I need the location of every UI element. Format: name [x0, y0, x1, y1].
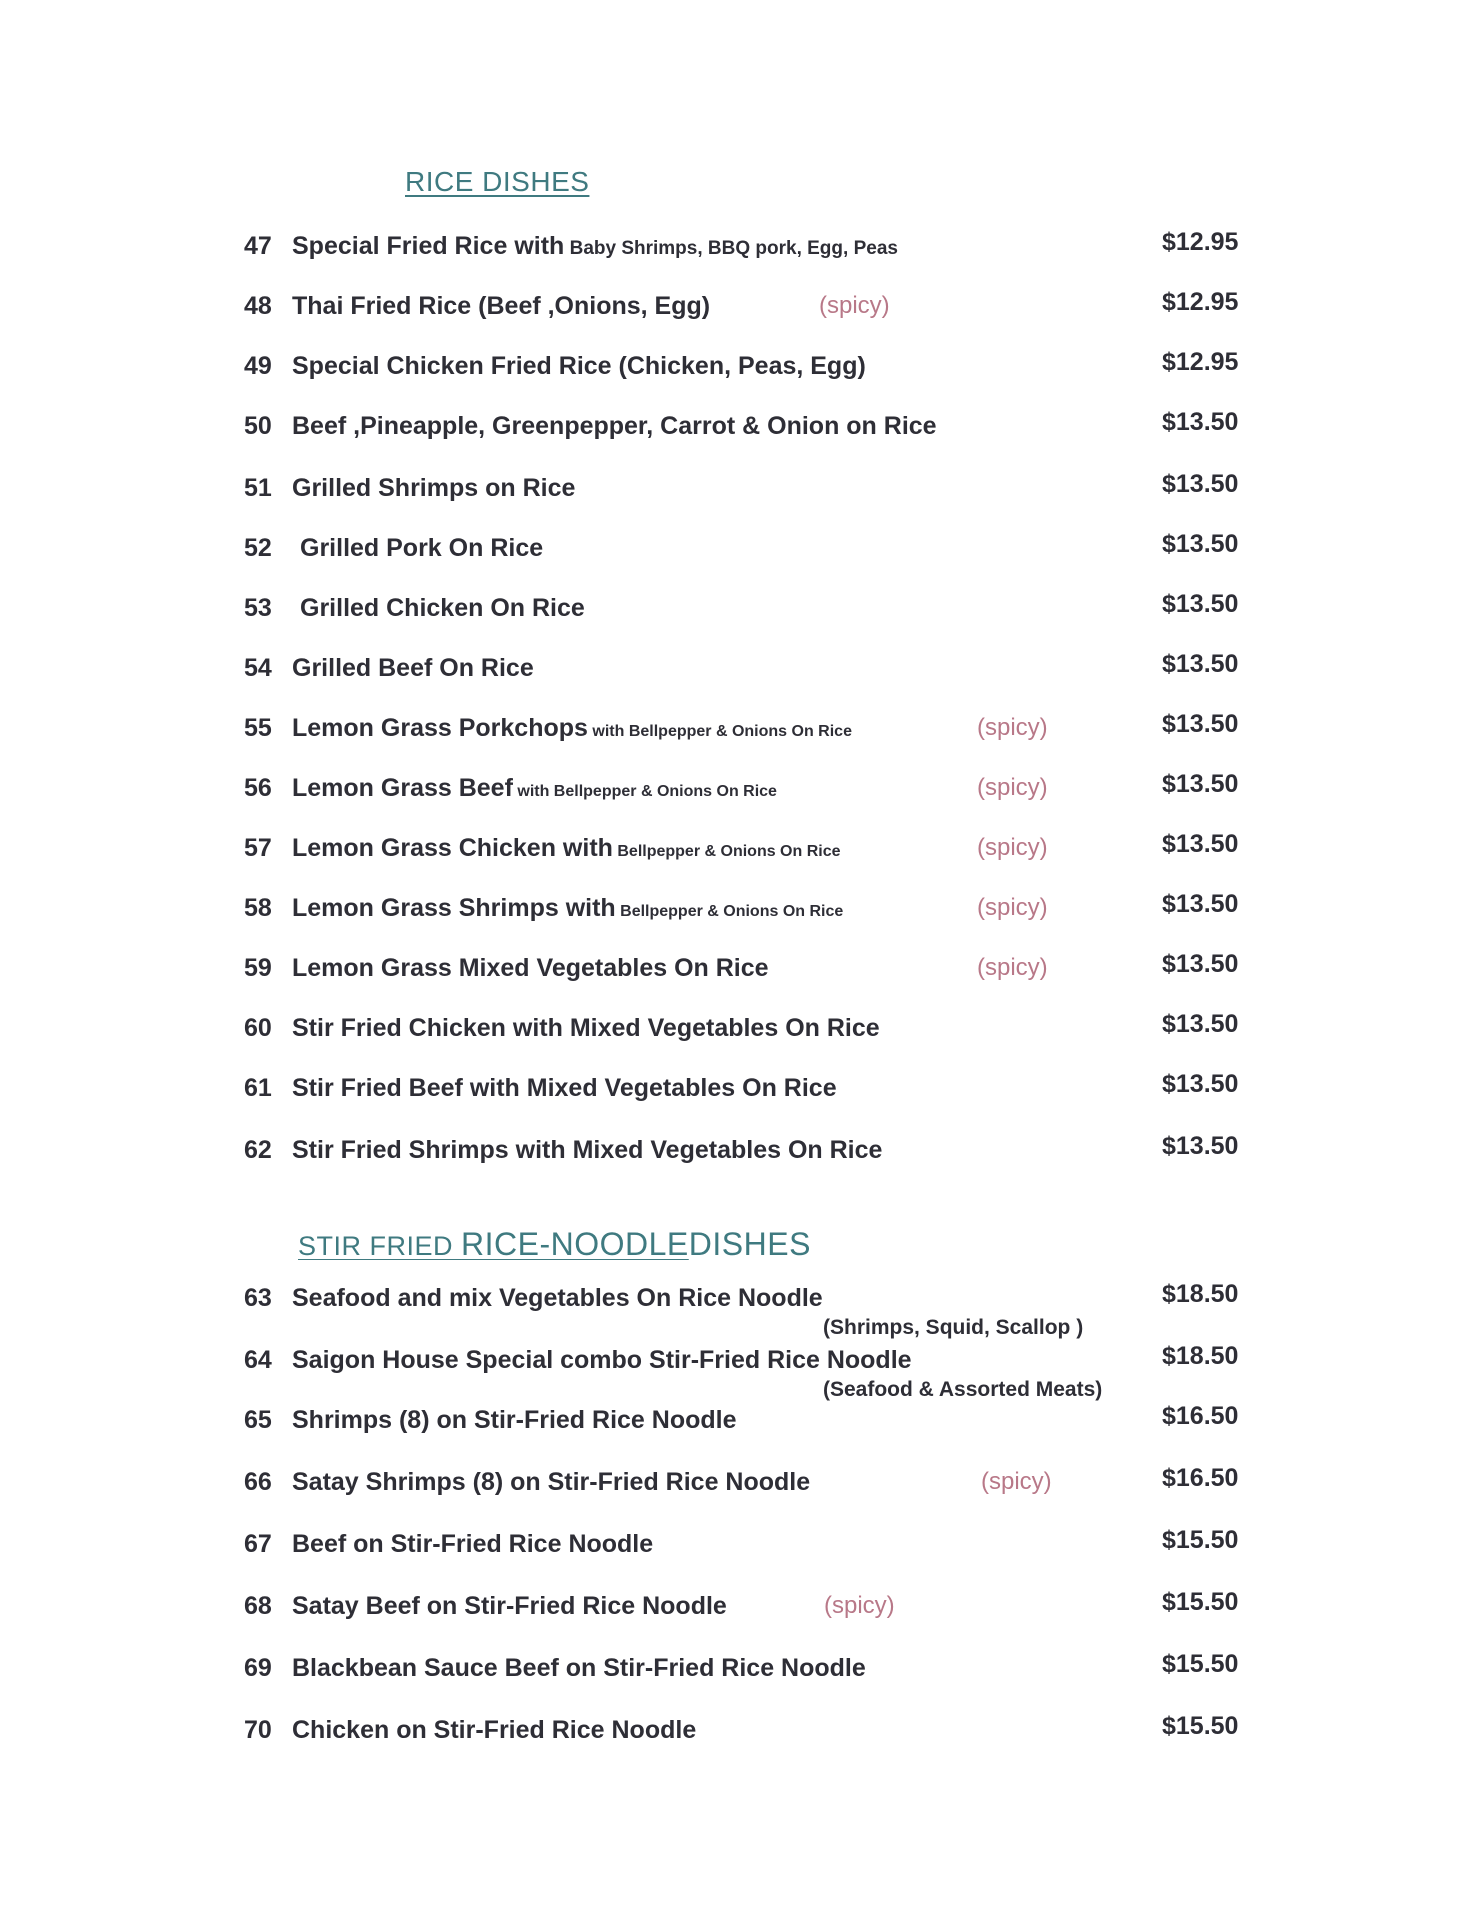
item-name: Grilled Shrimps on Rice [292, 474, 576, 502]
item-price: $13.50 [1162, 1010, 1239, 1038]
item-name: Lemon Grass Shrimps with Bellpepper & Onions On Rice [292, 894, 844, 922]
item-price: $13.50 [1162, 710, 1239, 738]
section-title-rice-noodle-dishes [298, 1226, 811, 1263]
item-price: $15.50 [1162, 1650, 1239, 1678]
item-name: Beef on Stir-Fried Rice Noodle [292, 1530, 654, 1558]
item-detail: with Bellpepper & Onions On Rice [587, 723, 852, 740]
item-name: Satay Beef on Stir-Fried Rice Noodle [292, 1592, 727, 1620]
menu-item [244, 1650, 1244, 1694]
item-name: Chicken on Stir-Fried Rice Noodle [292, 1716, 697, 1744]
item-detail: Bellpepper & Onions On Rice [615, 903, 844, 920]
item-name: Special Chicken Fried Rice (Chicken, Peas, Egg) [292, 352, 866, 380]
title-part-rice-noodle: RICE-NOODLE [461, 1226, 689, 1262]
item-name: Grilled Beef On Rice [292, 654, 534, 682]
menu-item [244, 1132, 1244, 1176]
menu-item [244, 530, 1244, 574]
item-number: 57 [244, 834, 272, 862]
menu-item [244, 1402, 1244, 1446]
item-number: 54 [244, 654, 272, 682]
item-name: Lemon Grass Beef with Bellpepper & Onions On Rice [292, 774, 777, 802]
item-price: $12.95 [1162, 288, 1239, 316]
item-name: Stir Fried Chicken with Mixed Vegetables On Rice [292, 1014, 880, 1042]
item-price: $12.95 [1162, 348, 1239, 376]
item-number: 65 [244, 1406, 272, 1434]
item-price: $13.50 [1162, 1070, 1239, 1098]
item-number: 69 [244, 1654, 272, 1682]
item-name: Lemon Grass Chicken with Bellpepper & Onions On Rice [292, 834, 841, 862]
menu-item [244, 228, 1244, 272]
item-note: (Shrimps, Squid, Scallop ) [823, 1316, 1084, 1339]
item-name: Saigon House Special combo Stir-Fried Rice Noodle [292, 1346, 912, 1374]
spicy-label: (spicy) [977, 714, 1048, 741]
item-price: $13.50 [1162, 590, 1239, 618]
menu-item [244, 590, 1244, 634]
item-number: 56 [244, 774, 272, 802]
title-part-stir-fried: STIR FRIED [298, 1231, 462, 1261]
item-number: 68 [244, 1592, 272, 1620]
spicy-label: (spicy) [977, 894, 1048, 921]
item-price: $13.50 [1162, 530, 1239, 558]
item-number: 52 [244, 534, 272, 562]
spicy-label: (spicy) [824, 1592, 895, 1619]
item-price: $16.50 [1162, 1464, 1239, 1492]
item-number: 60 [244, 1014, 272, 1042]
item-price: $15.50 [1162, 1526, 1239, 1554]
item-price: $13.50 [1162, 1132, 1239, 1160]
menu-item [244, 950, 1244, 994]
item-name: Seafood and mix Vegetables On Rice Noodle [292, 1284, 823, 1312]
menu-item [244, 1464, 1244, 1508]
item-number: 64 [244, 1346, 272, 1374]
item-price: $13.50 [1162, 650, 1239, 678]
item-name: Grilled Pork On Rice [300, 534, 544, 562]
menu-item [244, 408, 1244, 452]
item-number: 63 [244, 1284, 272, 1312]
item-price: $13.50 [1162, 950, 1239, 978]
menu-item [244, 1588, 1244, 1632]
item-number: 49 [244, 352, 272, 380]
item-number: 66 [244, 1468, 272, 1496]
item-price: $13.50 [1162, 890, 1239, 918]
item-name: Satay Shrimps (8) on Stir-Fried Rice Noodle [292, 1468, 811, 1496]
menu-item [244, 288, 1244, 332]
item-number: 61 [244, 1074, 272, 1102]
item-name: Thai Fried Rice (Beef ,Onions, Egg) [292, 292, 711, 320]
item-name: Special Fried Rice with Baby Shrimps, BBQ pork, Egg, Peas [292, 232, 898, 260]
menu-item [244, 890, 1244, 934]
item-price: $18.50 [1162, 1342, 1239, 1370]
item-name: Grilled Chicken On Rice [300, 594, 585, 622]
menu-item [244, 1712, 1244, 1756]
item-number: 67 [244, 1530, 272, 1558]
item-number: 47 [244, 232, 272, 260]
item-number: 50 [244, 412, 272, 440]
spicy-label: (spicy) [977, 954, 1048, 981]
item-price: $13.50 [1162, 770, 1239, 798]
item-name: Stir Fried Shrimps with Mixed Vegetables On Rice [292, 1136, 883, 1164]
item-number: 59 [244, 954, 272, 982]
item-name: Blackbean Sauce Beef on Stir-Fried Rice Noodle [292, 1654, 866, 1682]
item-price: $13.50 [1162, 470, 1239, 498]
menu-item [244, 348, 1244, 392]
spicy-label: (spicy) [819, 292, 890, 319]
item-number: 53 [244, 594, 272, 622]
menu-item [244, 470, 1244, 514]
item-note: (Seafood & Assorted Meats) [823, 1378, 1103, 1401]
spicy-label: (spicy) [981, 1468, 1052, 1495]
section-title-rice-dishes: RICE DISHES [405, 166, 590, 197]
item-price: $15.50 [1162, 1588, 1239, 1616]
menu-item [244, 1070, 1244, 1114]
item-name: Beef ,Pineapple, Greenpepper, Carrot & Onion on Rice [292, 412, 937, 440]
item-detail: Baby Shrimps, BBQ pork, Egg, Peas [564, 238, 898, 259]
item-price: $15.50 [1162, 1712, 1239, 1740]
item-price: $13.50 [1162, 830, 1239, 858]
menu-item [244, 1280, 1244, 1324]
menu-item [244, 1526, 1244, 1570]
menu-item [244, 650, 1244, 694]
item-price: $13.50 [1162, 408, 1239, 436]
menu-item [244, 770, 1244, 814]
item-number: 48 [244, 292, 272, 320]
item-detail: Bellpepper & Onions On Rice [612, 843, 841, 860]
item-number: 55 [244, 714, 272, 742]
title-part-dishes: DISHES [688, 1226, 811, 1262]
menu-item [244, 830, 1244, 874]
item-name: Lemon Grass Porkchops with Bellpepper & Onions On Rice [292, 714, 852, 742]
item-detail: with Bellpepper & Onions On Rice [512, 783, 777, 800]
item-price: $18.50 [1162, 1280, 1239, 1308]
item-name: Lemon Grass Mixed Vegetables On Rice [292, 954, 769, 982]
item-price: $12.95 [1162, 228, 1239, 256]
spicy-label: (spicy) [977, 774, 1048, 801]
item-number: 70 [244, 1716, 272, 1744]
item-number: 62 [244, 1136, 272, 1164]
item-number: 51 [244, 474, 272, 502]
item-price: $16.50 [1162, 1402, 1239, 1430]
item-name: Stir Fried Beef with Mixed Vegetables On Rice [292, 1074, 837, 1102]
item-name: Shrimps (8) on Stir-Fried Rice Noodle [292, 1406, 737, 1434]
item-number: 58 [244, 894, 272, 922]
spicy-label: (spicy) [977, 834, 1048, 861]
menu-item [244, 1010, 1244, 1054]
menu-item [244, 710, 1244, 754]
